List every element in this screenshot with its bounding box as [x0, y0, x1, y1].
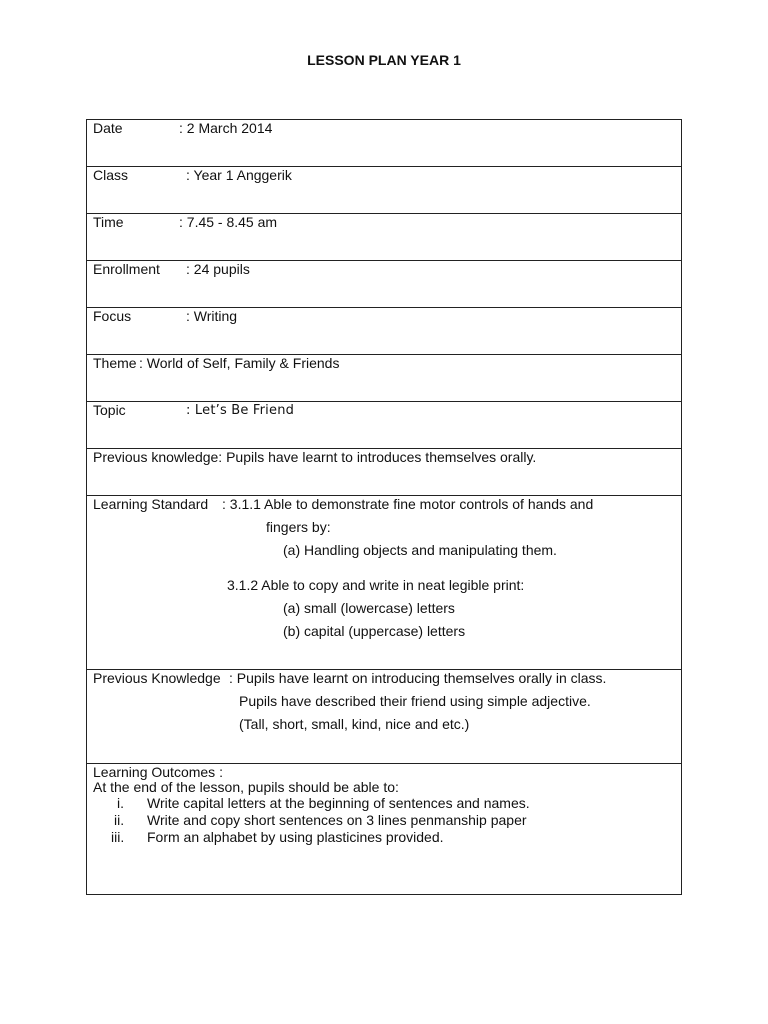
learning-standard-line-1: : 3.1.1 Able to demonstrate fine motor controls of hands and [222, 496, 594, 512]
learning-outcomes-row [87, 764, 681, 894]
previous-knowledge-label: Previous Knowledge [93, 670, 221, 686]
lesson-plan-table [86, 119, 682, 895]
time-label: Time [93, 214, 124, 230]
class-value: : Year 1 Anggerik [186, 167, 292, 183]
theme-row [87, 355, 681, 402]
focus-value: : Writing [186, 308, 238, 324]
learning-standard-line-6: (b) capital (uppercase) letters [283, 623, 466, 639]
focus-row [87, 308, 681, 355]
learning-standard-line-2: fingers by: [266, 519, 331, 535]
class-row [87, 167, 681, 214]
previous-knowledge-line-2: Pupils have described their friend using simple adjective. [239, 693, 591, 709]
time-value: : 7.45 - 8.45 am [179, 214, 278, 230]
learning-standard-line-3: (a) Handling objects and manipulating them. [283, 542, 557, 558]
learning-standard-row [87, 496, 681, 670]
previous-knowledge-line-1: : Pupils have learnt on introducing themselves orally in class. [229, 670, 607, 686]
theme-label: Theme [93, 355, 137, 371]
outcome-number: ii. [114, 812, 125, 828]
previous-knowledge-line-3: (Tall, short, small, kind, nice and etc.) [239, 716, 470, 732]
enrollment-row [87, 261, 681, 308]
page-title: LESSON PLAN YEAR 1 [307, 52, 461, 68]
topic-value: : Let’s Be Friend [186, 403, 295, 418]
date-row [87, 120, 681, 167]
topic-label: Topic [93, 402, 126, 418]
focus-label: Focus [93, 308, 132, 324]
learning-standard-line-4: 3.1.2 Able to copy and write in neat legible print: [227, 577, 525, 593]
outcome-number: i. [117, 795, 124, 811]
time-row [87, 214, 681, 261]
previous-knowledge-row [87, 449, 681, 496]
enrollment-value: : 24 pupils [186, 261, 250, 277]
outcome-text: Write and copy short sentences on 3 lines penmanship paper [147, 812, 527, 828]
theme-value: : World of Self, Family & Friends [139, 355, 340, 371]
outcome-text: Write capital letters at the beginning of sentences and names. [147, 795, 530, 811]
enrollment-label: Enrollment [93, 261, 160, 277]
date-value: : 2 March 2014 [179, 120, 273, 136]
outcome-text: Form an alphabet by using plasticines provided. [147, 829, 444, 845]
date-label: Date [93, 120, 123, 136]
learning-standard-label: Learning Standard [93, 496, 209, 512]
previous-knowledge-detail-row [87, 670, 681, 764]
learning-outcomes-intro: At the end of the lesson, pupils should be able to: [93, 779, 399, 795]
topic-row [87, 402, 681, 449]
learning-outcomes-heading: Learning Outcomes : [93, 764, 223, 780]
class-label: Class [93, 167, 129, 183]
learning-standard-line-5: (a) small (lowercase) letters [283, 600, 455, 616]
outcome-number: iii. [111, 829, 125, 845]
previous-knowledge-text: Previous knowledge: Pupils have learnt to introduces themselves orally. [93, 449, 537, 465]
